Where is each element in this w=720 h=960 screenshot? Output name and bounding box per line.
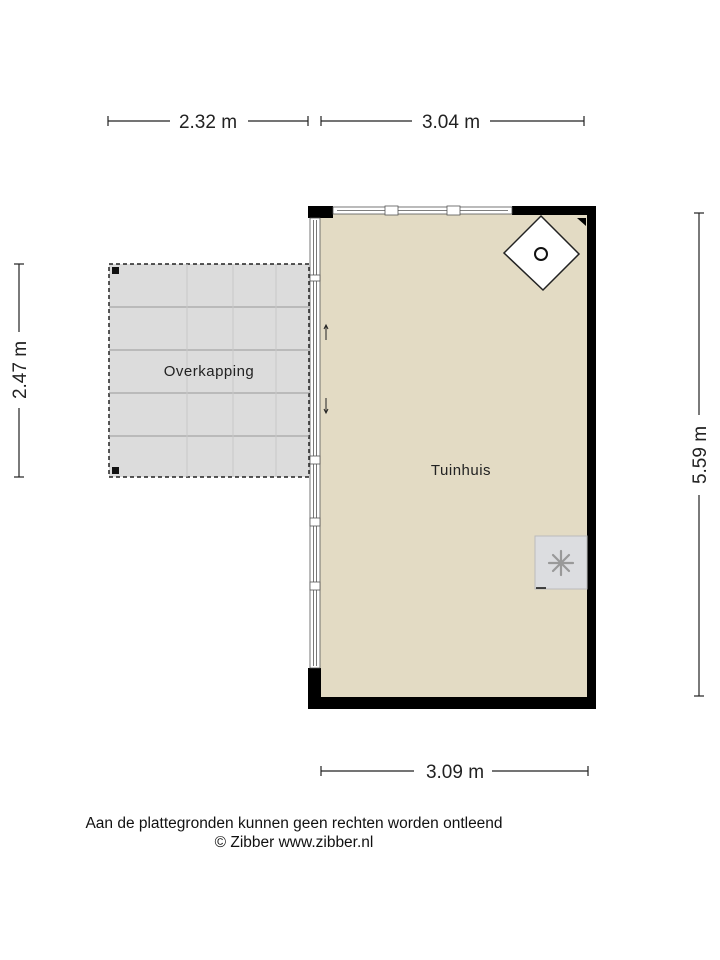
heater-icon [535,536,587,589]
wall [308,668,321,709]
dimension-label-top-right: 3.04 m [421,112,481,133]
wall [308,206,333,218]
window-left [310,218,320,668]
disclaimer-text: Aan de plattegronden kunnen geen rechten worden ontleend [85,815,503,832]
wall [308,697,596,709]
post-icon [112,467,119,474]
room-tuinhuis [308,206,596,709]
window-top [333,206,512,215]
wall [587,206,596,709]
room-label-tuinhuis: Tuinhuis [430,462,492,479]
dimension-label-right: 5.59 m [690,425,711,485]
dimension-label-bottom: 3.09 m [425,762,485,783]
room-label-overkapping: Overkapping [163,363,255,380]
wall [512,206,596,215]
post-icon [112,267,119,274]
copyright-text: © Zibber www.zibber.nl [214,834,374,851]
dimension-label-top-left: 2.32 m [178,112,238,133]
dimension-label-left: 2.47 m [10,340,31,400]
